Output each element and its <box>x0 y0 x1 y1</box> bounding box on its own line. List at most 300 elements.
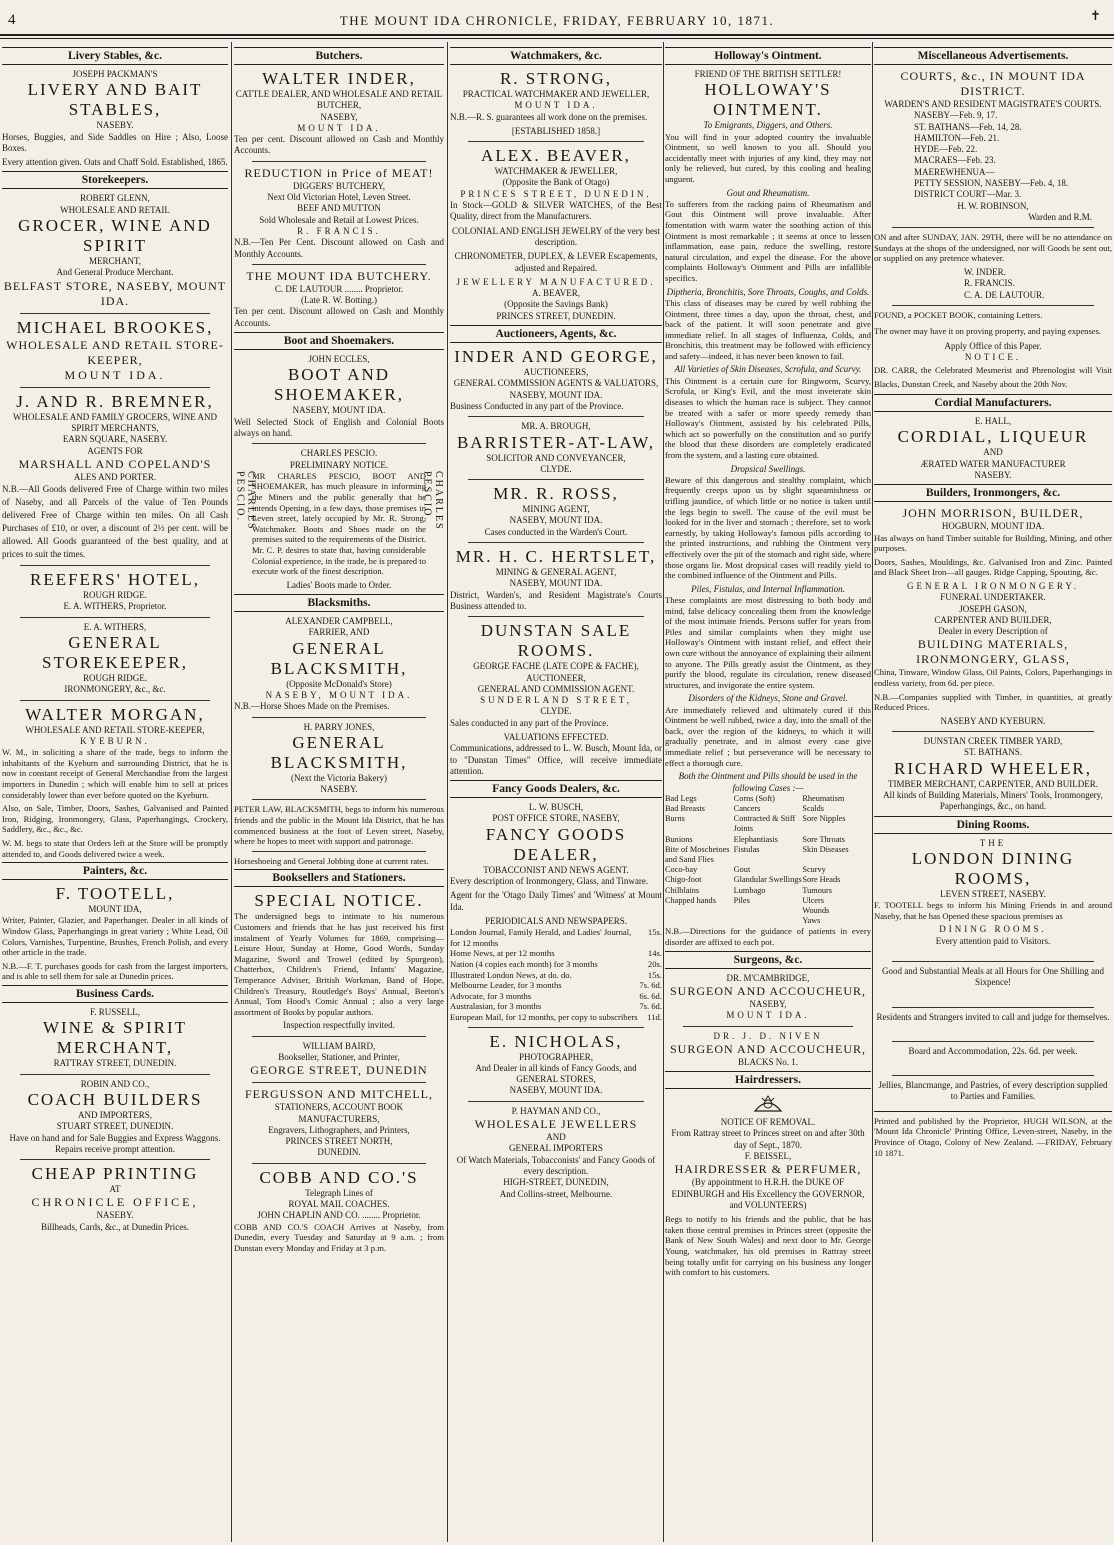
ad-divider <box>20 1159 210 1160</box>
ad-name: GROCER, WINE AND SPIRIT <box>18 216 212 256</box>
ad-text: ST. BATHANS. <box>963 747 1023 758</box>
ad-name: SURGEON AND ACCOUCHEUR, <box>669 1041 867 1056</box>
ad-text: CLYDE. <box>540 463 572 474</box>
ad-text: Every description of Ironmongery, Glass, and Tinware. <box>450 876 649 887</box>
ad-name: GENERAL STOREKEEPER, <box>41 633 188 673</box>
case-item: Contracted & Stiff Joints <box>733 814 796 834</box>
ad-text: CLYDE. <box>540 706 572 717</box>
ad-name: REDUCTION in Price of MEAT! <box>244 165 434 180</box>
case-item: Scalds <box>802 804 824 814</box>
ad-text: DUNEDIN. <box>317 1147 361 1158</box>
ad-text: SUNDERLAND STREET, <box>480 695 632 706</box>
ad-text: Horses, Buggies, and Side Saddles on Hire ; Also, Loose Boxes. <box>2 131 228 153</box>
case-item <box>734 906 803 916</box>
column-divider <box>872 42 873 1542</box>
ad-body: The undersigned begs to intimate to his numerous Customers and friends that he has just received his first instalment of Yearly Volumes for 1869, comprising—Leisure Hour, Sunday at Home, Good Words, Sunday Magazine, Sword and Trowel (edited by Spurgeon), Chatterbox, Children's Friend, Infants' Magazine, Temperance Adviser, British Workman, Band of Hope, Children's Treasury, Routledge's Boys' Annual, Beeton's Annual, Tom Hood's Comic Annual ; also a very large assortment of Books by popular authors. <box>234 911 444 1017</box>
ad-name: IRONMONGERY, GLASS, <box>916 652 1070 667</box>
ad-text: TIMBER MERCHANT, CARPENTER, AND BUILDER. <box>887 778 1099 789</box>
ad-text: Warden and R.M. <box>1028 211 1092 222</box>
ad-text: (Next the Victoria Bakery) <box>290 772 387 783</box>
court-date: HYDE—Feb. 22. <box>914 144 978 155</box>
ad-name: CHEAP PRINTING <box>31 1164 199 1184</box>
ad-name: GENERAL BLACKSMITH, <box>270 732 408 772</box>
case-item: Glandular Swellings <box>733 875 802 885</box>
ad-divider <box>892 731 1094 732</box>
ad-divider <box>468 1101 644 1102</box>
ad-text: ROBIN AND CO., <box>80 1078 150 1089</box>
margin-mark: ✝ <box>1090 8 1101 23</box>
ad-text: Residents and Strangers invited to call and judge for themselves. <box>876 1011 1110 1022</box>
ad-text: PERIODICALS AND NEWSPAPERS. <box>485 915 627 926</box>
price-item: Nation (4 copies each month) for 3 months <box>450 959 598 970</box>
section-heading: Hairdressers. <box>665 1071 871 1089</box>
ad-text: AUCTIONEERS, <box>523 367 589 378</box>
price-item: Home News, at per 12 months <box>450 948 555 959</box>
ad-text: And Dealer in all kinds of Fancy Goods, and <box>475 1062 637 1073</box>
ad-text: CHRONOMETER, DUPLEX, & LEVER Escapements, adjusted and Repaired. <box>454 251 658 273</box>
section-heading: Blacksmiths. <box>234 594 444 612</box>
ad-text: DR. J. D. NIVEN <box>713 1030 823 1041</box>
ad-text: From Rattray street to Princes street on and after 30th day of Sept., 1870. <box>671 1128 865 1150</box>
ad-divider <box>252 1082 426 1083</box>
ad-body: Writer, Painter, Glazier, and Paperhanger. Dealer in all kinds of Window Glass, Paperhangings in great variety ; White Lead, Oil Colors, Varnishes, Turpentine, Brushes, French Polish, and every other article in the trade. <box>2 915 228 958</box>
ad-name: INDER AND GEORGE, <box>454 347 658 367</box>
ad-text: WATCHMAKER & JEWELLER, <box>494 166 618 177</box>
ad-divider <box>252 161 426 162</box>
ad-name: LONDON DINING ROOMS, <box>911 848 1075 888</box>
section-heading: Fancy Goods Dealers, &c. <box>450 780 662 798</box>
court-dates <box>874 110 1112 200</box>
ad-text: NASEBY, MOUNT IDA. <box>509 1085 603 1096</box>
ad-divider <box>20 387 210 388</box>
case-item <box>665 906 734 916</box>
ad-text: District, Warden's, and Resident Magistrate's Courts Business attended to. <box>450 589 662 611</box>
ad-text: Ladies' Boots made to Order. <box>286 579 392 590</box>
ad-text: Billheads, Cards, &c., at Dunedin Prices. <box>41 1221 189 1232</box>
price-item: European Mail, for 12 months, per copy to subscribers <box>450 1012 638 1022</box>
ad-text: NASEBY. <box>320 784 358 795</box>
ad-text: And General Produce Merchant. <box>56 267 174 278</box>
case-item: Fistulas <box>733 844 760 854</box>
ad-body: FOUND, a POCKET BOOK, containing Letters. <box>874 309 1043 320</box>
ad-text: RATTRAY STREET, DUNEDIN. <box>53 1058 177 1069</box>
ad-name: BUILDING MATERIALS, <box>917 637 1069 652</box>
case-item: Chilblains <box>665 885 700 895</box>
ad-name: COURTS, &c., IN MOUNT IDA DISTRICT. <box>900 69 1086 98</box>
column-4 <box>665 44 871 1539</box>
price-row <box>450 991 662 1002</box>
case-item: Bad Legs <box>665 793 697 803</box>
case-item: Bad Breasts <box>665 804 705 814</box>
ad-text: GEORGE FACHE (LATE COPE & FACHE), AUCTIONEER, <box>473 661 639 683</box>
price-row <box>450 959 662 970</box>
case-item: Lumbago <box>733 885 766 895</box>
masthead-rule <box>0 34 1114 36</box>
ad-text: DUNSTAN CREEK TIMBER YARD, <box>923 736 1063 747</box>
case-item: Gout <box>733 865 751 875</box>
price-value: 14s. <box>647 948 662 959</box>
ad-text: STUART STREET, DUNEDIN. <box>56 1121 174 1132</box>
ad-name: R. STRONG, <box>499 69 613 88</box>
ad-text: FARRIER, AND <box>308 627 370 638</box>
section-heading: Boot and Shoemakers. <box>234 332 444 350</box>
column-3 <box>450 44 662 1539</box>
ad-body: This class of diseases may be cured by well rubbing the Ointment, three times a day, upon the throat, chest, and back of the patient. It will soon penetrate and give immediate relief. In all stages of Influenza, Colds, and Bronchitis, this treatment may be followed with efficiency and safety—indeed, it has never been known to fail. <box>665 297 871 361</box>
section-heading: Dining Rooms. <box>874 816 1112 834</box>
ad-text: NASEBY, MOUNT IDA. <box>292 405 386 416</box>
section-heading: Watchmakers, &c. <box>450 47 662 65</box>
court-date: MAEREWHENUA— <box>914 166 995 177</box>
ad-text: MOUNT IDA. <box>514 100 598 111</box>
ad-body: To sufferers from the racking pains of Rheumatism and Gout this Ointment will prove invaluable. After fomentation with warm water the soothing action of this Ointment is most remarkable ; it seems at once to lessen inflammation, ease pain, reduce the swelling, restore natural circulation, and expel the disease. For the above complaints Holloway's Ointment and Pills are infallible specifics. <box>665 198 871 284</box>
ad-text: (Opposite the Bank of Otago) <box>502 177 610 188</box>
ad-text: Jellies, Blancmange, and Pastries, of every description supplied to Parties and Families. <box>878 1080 1108 1102</box>
ad-name: WALTER MORGAN, <box>25 704 205 724</box>
court-date: DISTRICT COURT—Mar. 3. <box>914 189 1022 200</box>
ad-text: COLONIAL AND ENGLISH JEWELRY of the very best description. <box>451 225 661 247</box>
ad-text: Dealer in every Description of <box>938 626 1048 637</box>
case-item: Ulcers <box>802 895 824 905</box>
section-heading: Business Cards. <box>2 985 228 1003</box>
ad-text: NASEBY, <box>749 998 787 1009</box>
ad-text: EARN SQUARE, NASEBY. <box>62 434 168 445</box>
price-item: Advocate, for 3 months <box>450 990 532 1001</box>
ad-text: All kinds of Building Materials, Miners' Tools, Ironmongery, Paperhangings, &c., on hand. <box>883 790 1103 812</box>
ad-text: WHOLESALE AND RETAIL <box>60 204 170 215</box>
case-item: Rheumatism <box>802 793 845 803</box>
ad-text: F. RUSSELL, <box>89 1007 141 1018</box>
ad-body: N.B.—All Goods delivered Free of Charge within two miles of Naseby, and all Parcels of the value of Ten Pounds delivered Free of Charge within ten miles. On all Cash Purchases of £10, or over, a discount of 2½ per cent. will be allowed. All Goods guaranteed of the best quality, and at prices to suit the times. <box>2 484 228 560</box>
case-item <box>734 916 803 926</box>
ad-divider <box>20 565 210 566</box>
ad-text: NOTICE OF REMOVAL. <box>720 1117 816 1128</box>
court-date: NASEBY—Feb. 9, 17. <box>914 110 998 121</box>
price-row <box>450 980 662 991</box>
ad-text: NASEBY, MOUNT IDA. <box>509 578 603 589</box>
ad-divider <box>892 227 1094 228</box>
royal-crest-icon <box>751 1093 785 1115</box>
ad-text: WHOLESALE AND FAMILY GROCERS, WINE AND SPIRIT MERCHANTS, <box>13 411 217 433</box>
price-value: 6s. 6d. <box>639 990 662 1001</box>
ad-text: KYEBURN. <box>80 735 150 746</box>
ad-divider <box>20 700 210 701</box>
ad-text: H. PARRY JONES, <box>303 721 375 732</box>
ad-divider <box>892 1041 1094 1042</box>
case-item: Chigo-foot <box>665 875 702 885</box>
ad-text: NASEBY AND KYEBURN. <box>940 715 1046 726</box>
ad-text: L. W. BUSCH, <box>528 802 584 813</box>
ad-text: CARPENTER AND BUILDER, <box>934 614 1052 625</box>
section-heading: Holloway's Ointment. <box>665 47 871 65</box>
ad-text: NASEBY. <box>96 1210 134 1221</box>
ad-body: You will find in your adopted country the invaluable Ointment, so well known to you all. Should you accidentally meet with injuries of any kind, they may not only be relieved, but cured, by this cooling and healing unguent. <box>665 131 871 184</box>
ad-divider <box>252 1036 426 1037</box>
ad-text: Next Old Victorian Hotel, Leven Street. <box>267 192 411 203</box>
price-row <box>450 970 662 981</box>
column-5 <box>874 44 1112 1539</box>
ad-text: CHARLES PESCIO. <box>300 448 378 459</box>
case-item: Sore Throats <box>802 834 845 844</box>
ad-text: Business Conducted in any part of the Province. <box>450 400 624 411</box>
ad-text: Sales conducted in any part of the Province. <box>450 717 609 728</box>
ad-text: MINING AGENT, <box>522 504 590 515</box>
ad-name: MICHAEL BROOKES, <box>16 317 214 337</box>
ad-text: WHOLESALE AND RETAIL STORE- <box>6 337 224 352</box>
ad-text: CHRONICLE OFFICE, <box>31 1195 199 1210</box>
side-label-left: CHARLES PESCIO. <box>234 470 257 531</box>
column-divider <box>231 42 232 1542</box>
price-value: 20s. <box>647 959 662 970</box>
ad-text: JOSEPH GASON, <box>959 603 1027 614</box>
ad-divider <box>20 617 210 618</box>
ad-name: SURGEON AND ACCOUCHEUR, <box>669 983 867 998</box>
ad-text: N.B.—R. S. guarantees all work done on the premises. <box>450 111 648 122</box>
price-item: Melbourne Leader, for 3 months <box>450 980 562 991</box>
ad-text: NASEBY, MOUNT IDA. <box>509 515 603 526</box>
ad-text: Good and Substantial Meals at all Hours for One Shilling and Sixpence! <box>882 966 1104 988</box>
ad-text: NASEBY, MOUNT IDA. <box>265 689 413 700</box>
ad-name: F. TOOTELL, <box>55 884 175 904</box>
ad-text: Ten per cent. Discount allowed on Cash and Monthly Accounts. <box>234 306 444 328</box>
price-value: 15s. <box>647 927 662 938</box>
ad-text: WARDEN'S AND RESIDENT MAGISTRATE'S COURTS. <box>884 99 1102 109</box>
ad-subhead: Diptheria, Bronchitis, Sore Throats, Coughs, and Colds. <box>666 286 870 297</box>
ad-text: MOUNT IDA. <box>297 122 381 133</box>
ad-name: FANCY GOODS DEALER, <box>485 824 627 864</box>
ad-divider <box>252 264 426 265</box>
ad-name: MR. R. ROSS, <box>493 484 619 504</box>
ad-name: LIVERY AND BAIT STABLES, <box>27 80 203 120</box>
price-value: 11d. <box>647 1012 662 1022</box>
ad-text: (Opposite the Savings Bank) <box>504 299 608 310</box>
ad-divider <box>468 542 644 543</box>
ad-text: MOUNT IDA. <box>726 1010 810 1021</box>
ad-text: ALES AND PORTER. <box>73 471 157 482</box>
ad-name: JOHN MORRISON, BUILDER, <box>902 506 1084 521</box>
ad-body: ON and after SUNDAY, JAN. 29TH, there will be no attendance on Sundays at the shops of the undersigned, nor will Goods be sent out, or supplied on any pretence whatever. <box>874 232 1112 264</box>
ad-body: China, Tinware, Window Glass, Oil Paints, Colors, Paperhangings in endless variety, from 6d. per piece. <box>874 667 1112 689</box>
ad-text: IRONMONGERY, &c., &c. <box>64 684 166 695</box>
masthead-rule-thin <box>0 38 1114 39</box>
section-heading: Storekeepers. <box>2 171 228 189</box>
ad-body: N.B.—Companies supplied with Timber, in quantities, at greatly Reduced Prices. <box>874 691 1112 713</box>
section-heading: Butchers. <box>234 47 444 65</box>
section-heading: Surgeons, &c. <box>665 951 871 969</box>
ad-name: WHOLESALE JEWELLERS <box>474 1117 638 1132</box>
ad-text: SOLICITOR AND CONVEYANCER, <box>486 452 626 463</box>
ad-text: CATTLE DEALER, AND WHOLESALE AND RETAIL BUTCHER, <box>235 89 443 111</box>
ad-name: WINE & SPIRIT MERCHANT, <box>42 1018 188 1058</box>
ad-text: ROUGH RIDGE. <box>83 590 147 601</box>
ad-text: BELFAST STORE, NASEBY, MOUNT IDA. <box>3 278 227 308</box>
ad-body: Beware of this dangerous and stealthy complaint, which frequently creeps upon us by slight squeamishness or trifling jaundice, of which little or no notice is taken until the legs begin to swell. The cause of the evil must be looked for in the liver and stomach ; therefore, set to work earnestly, by taking Holloway's famous pills according to the printed instructions, and rubbing the Ointment very effectively over the pit of the stomach and right side, where those organs lie. Most dropsical cases will readily yield to the combined influence of the Ointment and Pills. <box>665 474 871 581</box>
ad-text: P. HAYMAN AND CO., <box>511 1105 601 1116</box>
ad-divider <box>892 1007 1094 1008</box>
ad-divider <box>468 416 644 417</box>
ad-text: DIGGERS' BUTCHERY, <box>293 180 385 191</box>
masthead <box>0 0 1114 46</box>
ad-text: PRINCES STREET, DUNEDIN. <box>460 188 652 199</box>
ad-text: THE <box>979 837 1007 848</box>
ad-text: MARSHALL AND COPELAND'S <box>18 456 212 471</box>
ad-text: NASEBY. <box>96 120 134 131</box>
court-date: PETTY SESSION, NASEBY—Feb. 4, 18. <box>914 178 1069 189</box>
ad-text: H. W. ROBINSON, <box>957 200 1029 211</box>
ad-text: LEVEN STREET, NASEBY. <box>940 888 1046 899</box>
ad-name: THE MOUNT IDA BUTCHERY. <box>246 268 432 283</box>
ad-body: DR. CARR, the Celebrated Mesmerist and Phrenologist will Visit Blacks, Dunstan Creek, and Naseby about the 20th Nov. <box>874 365 1112 390</box>
ad-subhead: All Varieties of Skin Diseases, Scrofula, and Scurvy. <box>674 364 862 375</box>
ad-text: PRINCES STREET, DUNEDIN. <box>496 310 616 321</box>
ad-text: POST OFFICE STORE, NASEBY, <box>492 813 620 824</box>
case-item: Wounds <box>802 906 830 916</box>
ad-text: ROYAL MAIL COACHES. <box>288 1199 390 1210</box>
ad-text: FRIEND OF THE BRITISH SETTLER! <box>694 69 842 79</box>
ad-text: DINING ROOMS. <box>939 924 1047 935</box>
price-value: 7s. 6d. <box>639 980 662 991</box>
ad-text: AND <box>546 1132 566 1143</box>
ad-body: This Ointment is a certain cure for Ringworm, Scurvy, Scrofula, or King's Evil, and the most inveterate skin diseases to which the human race is subject. They cannot be treated with a safer or more speedy remedy than Holloway's Ointment, assisted by his celebrated Pills, which act so powerfully on the constitution and so purify the blood that these disorders are completely eradicated from the system, and a lasting cure obtained. <box>665 375 871 460</box>
ad-text: BEEF AND MUTTON <box>297 203 381 214</box>
price-item: Illustrated London News, at do. do. <box>450 969 572 980</box>
ad-text: E. A. WITHERS, <box>83 621 147 632</box>
ad-body: Doors, Sashes, Mouldings, &c. Galvanised Iron and Zinc. Painted and Black Sheet Iron—all gauges. Ridge Capping, Spouting, &c. <box>874 556 1112 578</box>
case-item: Cancers <box>733 804 761 814</box>
ad-text: ALEXANDER CAMPBELL, <box>285 616 393 627</box>
ad-divider <box>252 1163 426 1164</box>
ad-text: AND IMPORTERS, <box>78 1109 152 1120</box>
ad-text: C. DE LAUTOUR ........ Proprietor. <box>274 283 404 294</box>
column-divider <box>447 42 448 1542</box>
ad-name: MR. H. C. HERTSLET, <box>455 547 657 567</box>
ad-text: In Stock—GOLD & SILVER WATCHES, of the Best Quality, direct from the Manufacturers. <box>450 200 662 222</box>
ad-text: AND <box>983 447 1003 458</box>
ad-text: HIGH-STREET, DUNEDIN, <box>503 1177 609 1188</box>
ad-text: Telegraph Lines of <box>305 1187 373 1198</box>
ad-subhead: Dropsical Swellings. <box>730 463 806 474</box>
ad-text: GENERAL IMPORTERS <box>509 1143 603 1154</box>
ad-text: GENERAL COMMISSION AGENTS & VALUATORS, NASEBY, MOUNT IDA. <box>453 378 659 400</box>
ad-body: F. TOOTELL begs to inform his Mining Friends in and around Naseby, that he has Opened these spacious premises as <box>874 900 1112 921</box>
ad-subhead: Disorders of the Kidneys, Stone and Gravel. <box>688 693 848 704</box>
ad-body: Begs to notify to his friends and the public, that he has taken those central premises in Princes street (opposite the Bank of New South Wales) and next door to Mr. George Young, watchmaker, his old premises in Rattray street being totally unfit for carrying on his business any longer with comfort to his customers. <box>665 1214 871 1278</box>
case-item: Burns <box>665 814 685 824</box>
ad-text: Every attention paid to Visitors. <box>935 935 1051 946</box>
ad-body: W. M. begs to state that Orders left at the Store will be promptly attended to, and Goods delivered twice a week. <box>2 837 228 859</box>
case-item: Tumours <box>802 885 832 895</box>
ad-name: COACH BUILDERS <box>27 1089 203 1109</box>
ad-name: SPECIAL NOTICE. <box>254 891 424 911</box>
ad-text: Board and Accommodation, 22s. 6d. per week. <box>908 1045 1078 1056</box>
ad-divider <box>252 717 426 718</box>
ad-text: (Opposite McDonald's Store) <box>286 678 392 689</box>
ad-name: GENERAL BLACKSMITH, <box>270 638 408 678</box>
ad-divider <box>468 616 644 617</box>
section-heading: Builders, Ironmongers, &c. <box>874 484 1112 502</box>
ad-body: The owner may have it on proving property, and paying expenses. <box>874 325 1102 336</box>
case-item: Sore Nipples <box>802 814 846 824</box>
ad-body: Also, on Sale, Timber, Doors, Sashes, Galvanised and Painted Iron, Ridging, Ironmongery, Glass, Paperhangings, Crockery, Saddlery, &c., &c., &c. <box>2 803 228 835</box>
ad-text: GENERAL STORES, <box>516 1074 596 1085</box>
ad-name: WALTER INDER, <box>262 69 416 88</box>
ad-text: Apply Office of this Paper. <box>944 340 1042 351</box>
ad-text: GENERAL IRONMONGERY. <box>906 580 1079 591</box>
ad-name: J. AND R. BREMNER, <box>16 391 214 411</box>
ad-text: VALUATIONS EFFECTED. <box>503 731 609 742</box>
section-heading: Booksellers and Stationers. <box>234 869 444 887</box>
column-2 <box>234 44 444 1539</box>
ad-text: Agent for the 'Otago Daily Times' and 'Witness' at Mount Ida. <box>450 890 662 912</box>
ad-text: PHOTOGRAPHER, <box>518 1051 594 1062</box>
ad-text: NASEBY, <box>320 111 358 122</box>
ad-divider <box>892 961 1094 962</box>
ad-name: BOOT AND SHOEMAKER, <box>273 365 405 405</box>
ad-body: These complaints are most distressing to both body and mind, false delicacy concealing them from the knowledge of the most intimate friends. Persons suffer for years from Piles and similar complaints when they might use Holloway's Ointment with instant relief, and effect their own cure without the annoyance of explaining their ailment to anyone. The Pills greatly assist the Ointment, as they purify the blood, regulate its circulation, renew diseased structures, and invigorate the entire system. <box>665 595 871 690</box>
ad-text: [ESTABLISHED 1858.] <box>511 125 601 136</box>
ad-text: KEEPER, <box>87 352 143 367</box>
price-value: 7s. 6d. <box>639 1001 662 1012</box>
ad-name: FERGUSSON AND MITCHELL, <box>244 1087 433 1102</box>
ad-text: GENERAL AND COMMISSION AGENT. <box>477 683 635 694</box>
ad-text: W. INDER. <box>964 267 1006 278</box>
ad-text: Inspection respectfully invited. <box>283 1020 395 1031</box>
page-number: 4 <box>8 12 16 28</box>
case-item: Bunions <box>665 834 693 844</box>
ad-text: MR. A. BROUGH, <box>521 421 591 432</box>
ad-divider <box>252 851 426 852</box>
ad-subhead: To Emigrants, Diggers, and Others. <box>703 120 833 131</box>
ad-text: STATIONERS, ACCOUNT BOOK MANUFACTURERS, <box>274 1102 404 1124</box>
ad-text: Bookseller, Stationer, and Printer, <box>278 1051 400 1062</box>
price-row <box>450 948 662 959</box>
ad-text: MERCHANT, <box>88 256 142 267</box>
cases-grid <box>665 794 871 927</box>
ad-text: GEORGE STREET, DUNEDIN <box>250 1063 428 1078</box>
ad-text: Cases conducted in the Warden's Court. <box>484 526 628 537</box>
case-item: Piles <box>733 895 750 905</box>
ad-body: MR CHARLES PESCIO, BOOT AND SHOEMAKER, has much pleasure in informing the Miners and the public generally that he intends Opening, in a few days, those premises in Leven street, lately occupied by Mr. R. Strong, Watchmaker. Boots and Shoes made on the premises suited to the requirements of the District. Mr. C. P. desires to state that, having considerable Colonial experience, in the trade, he is prepared to execute work of the finest description. <box>252 470 426 577</box>
imprint: Printed and published by the Proprietor, HUGH WILSON, at the 'Mount Ida Chronicle' Printing Office, Leven-street, Naseby, in the Province of Otago, Colony of New Zealand. —FRIDAY, February 10 1871. <box>874 1115 1112 1158</box>
ad-text: (By appointment to H.R.H. the DUKE OF EDINBURGH and His Excellency the GOVERNOR, and VOLUNTEERS) <box>671 1177 865 1210</box>
case-item: Bite of Moschetoes and Sand Flies <box>665 844 730 865</box>
case-item: Skin Diseases <box>802 844 849 854</box>
ad-text: ÆRATED WATER MANUFACTURER <box>920 458 1066 469</box>
ad-divider <box>20 313 210 314</box>
court-date: ST. BATHANS—Feb. 14, 28. <box>914 121 1022 132</box>
ad-divider <box>468 141 644 142</box>
court-date: MACRAES—Feb. 23. <box>914 155 996 166</box>
section-heading: Miscellaneous Advertisements. <box>874 47 1112 65</box>
ad-text: TOBACCONIST AND NEWS AGENT. <box>483 864 629 875</box>
case-item: Elephantiasis <box>733 834 778 844</box>
ad-divider <box>892 1075 1094 1076</box>
price-item: Australasian, for 3 months <box>450 1001 542 1012</box>
ad-subhead: Both the Ointment and Pills should be used in the following Cases :— <box>678 771 858 793</box>
ad-name: REEFERS' HOTEL, <box>29 570 200 590</box>
ad-body: PETER LAW, BLACKSMITH, begs to inform his numerous friends and the public in the Mount Ida District, that he has commenced business at the foot of Leven street, Naseby, where he hopes to meet with support and patronage. <box>234 804 444 847</box>
ad-text: NOTICE. <box>964 351 1022 362</box>
ad-text: WILLIAM BAIRD, <box>302 1040 376 1051</box>
ad-text: Ten per cent. Discount allowed on Cash and Monthly Accounts. <box>234 134 444 156</box>
ad-name: COBB AND CO.'S <box>259 1167 419 1187</box>
ad-text: NASEBY. <box>974 470 1012 481</box>
case-item: Sore Heads <box>802 875 841 885</box>
ad-name: HAIRDRESSER & PERFUMER, <box>674 1162 862 1177</box>
ad-text: MOUNT IDA. <box>64 367 166 382</box>
case-item: Corns (Soft) <box>733 793 775 803</box>
ad-subhead: Gout and Rheumatism. <box>726 187 810 198</box>
ad-text: R. FRANCIS. <box>964 278 1015 289</box>
